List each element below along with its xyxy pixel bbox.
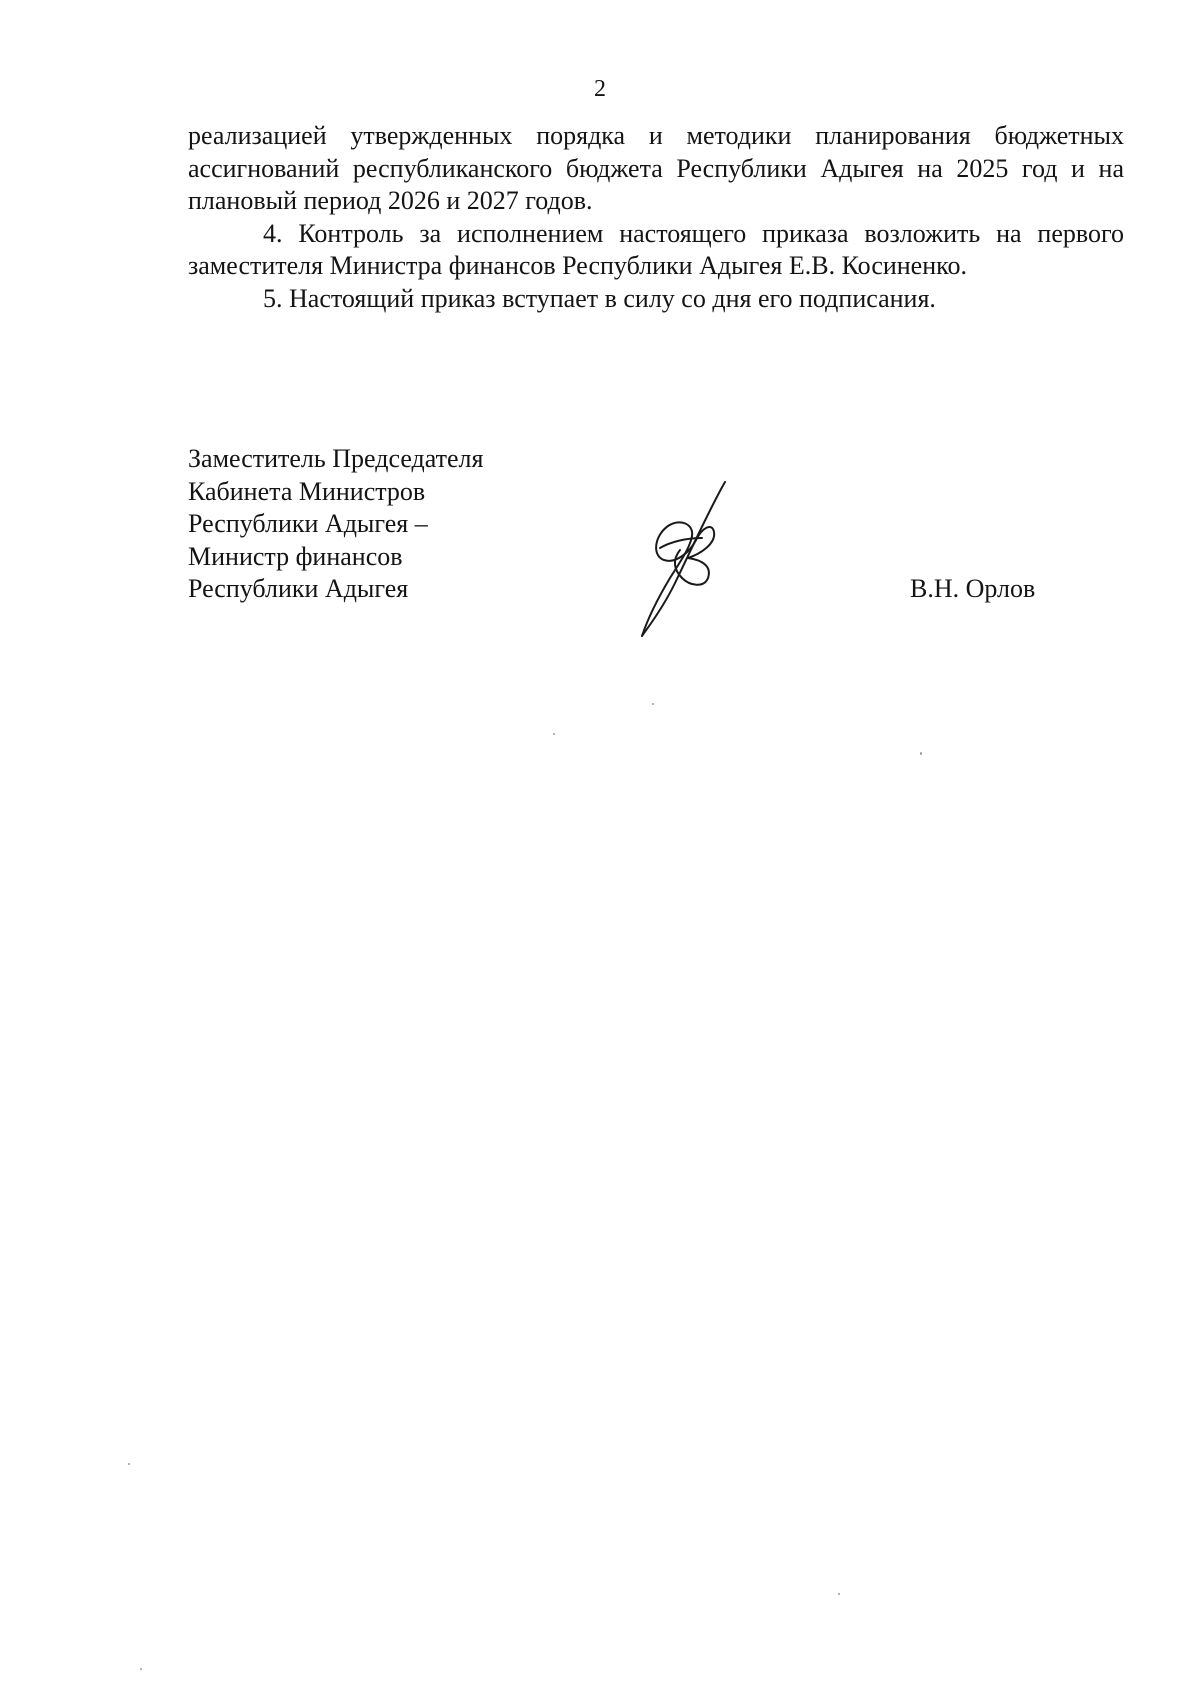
scan-speck — [920, 752, 922, 755]
scan-speck — [652, 703, 654, 705]
signatory-title-line: Республики Адыгея — [188, 574, 409, 603]
paragraph-continuation: реализацией утвержденных порядка и методики планирования бюджетных ассигнований республиканского бюджета Республики Адыгея на 2025 год и на плановый период 2026 и 2027 годов. — [188, 121, 1124, 215]
signer-name: В.Н. Орлов — [910, 574, 1036, 603]
body-text — [188, 120, 1124, 315]
signatory-title-line: Заместитель Председателя — [188, 444, 484, 473]
signatory-title-block — [188, 443, 483, 606]
page-number: 2 — [594, 76, 606, 102]
scan-speck — [128, 1463, 130, 1465]
scan-speck — [140, 1668, 142, 1670]
signatory-title-line: Кабинета Министров — [188, 476, 426, 506]
paragraph-item-4: 4. Контроль за исполнением настоящего приказа возложить на первого заместителя Министра финансов Республики Адыгея Е.В. Косиненко. — [188, 218, 1124, 280]
signatory-title-line: Министр финансов — [188, 541, 403, 571]
signatory-title-line: Республики Адыгея – — [188, 509, 428, 538]
scan-speck — [838, 1593, 840, 1595]
scan-speck — [553, 733, 555, 735]
handwritten-signature — [630, 478, 750, 638]
paragraph-item-5: 5. Настоящий приказ вступает в силу со дня его подписания. — [263, 283, 936, 313]
